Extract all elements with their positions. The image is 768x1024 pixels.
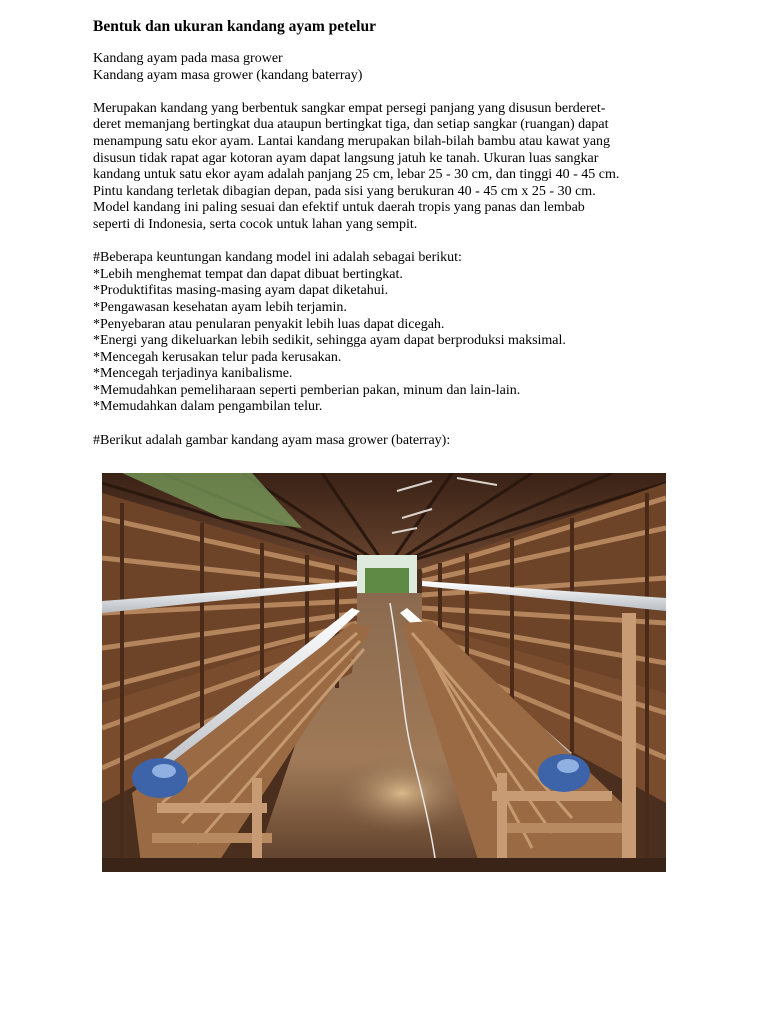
left-front-rail [157,803,267,813]
chicken-coop-photo [102,473,666,872]
foliage [365,568,409,595]
advantage-item: *Mencegah kerusakan telur pada kerusakan. [93,349,342,365]
description-line: Pintu kandang terletak dibagian depan, pada sisi yang berukuran 40 - 45 cm x 25 - 30 cm. [93,183,596,199]
advantage-item: *Memudahkan dalam pengambilan telur. [93,399,323,415]
description-line: kandang untuk satu ekor ayam adalah panjang 25 cm, lebar 25 - 30 cm, dan tinggi 40 - 45 cm. [93,167,620,183]
advantage-item: *Lebih menghemat tempat dan dapat dibuat bertingkat. [93,266,403,282]
advantage-item: *Penyebaran atau penularan penyakit lebih luas dapat dicegah. [93,316,445,332]
description-line: deret memanjang bertingkat dua ataupun bertingkat tiga, dan setiap sangkar (ruangan) dapat [93,117,609,133]
advantage-item: *Energi yang dikeluarkan lebih sedikit, sehingga ayam dapat berproduksi maksimal. [93,333,566,349]
right-front-rail [492,791,612,801]
description-line: Merupakan kandang yang berbentuk sangkar empat persegi panjang yang disusun berderet- [93,100,606,116]
left-feeder-cap-highlight [152,764,176,778]
advantage-item: *Mencegah terjadinya kanibalisme. [93,366,293,382]
document-title: Bentuk dan ukuran kandang ayam petelur [93,18,376,35]
description-paragraph [93,101,683,234]
subtitle-line: Kandang ayam masa grower (kandang baterray) [93,67,363,83]
advantage-item: *Produktifitas masing-masing ayam dapat diketahui. [93,283,389,299]
right-front-post [497,773,507,872]
coop-illustration [102,473,666,872]
description-line: Model kandang ini paling sesuai dan efektif untuk daerah tropis yang panas dan lembab [93,200,585,216]
subtitle-line: Kandang ayam pada masa grower [93,51,283,66]
description-line: menampung satu ekor ayam. Lantai kandang merupakan bilah-bilah bambu atau kawat yang [93,133,611,149]
advantages-heading: #Beberapa keuntungan kandang model ini adalah sebagai berikut: [93,250,462,266]
left-front-post [252,778,262,872]
advantages-section [93,250,683,416]
advantage-item: *Memudahkan pemeliharaan seperti pemberian pakan, minum dan lain-lain. [93,382,521,398]
right-tall-post [622,613,636,872]
document-page [93,17,683,449]
right-feeder-cap-highlight [557,759,579,773]
description-line: seperti di Indonesia, serta cocok untuk lahan yang sempit. [93,216,418,232]
subtitle-block [93,51,683,84]
description-line: disusun tidak rapat agar kotoran ayam dapat langsung jatuh ke tanah. Ukuran luas sangkar [93,150,599,166]
ground-edge [102,858,666,872]
image-caption: #Berikut adalah gambar kandang ayam masa grower (baterray): [93,432,451,448]
advantage-item: *Pengawasan kesehatan ayam lebih terjamin. [93,299,347,315]
left-feeder-cap [132,758,188,798]
right-front-rail-low [497,823,627,833]
